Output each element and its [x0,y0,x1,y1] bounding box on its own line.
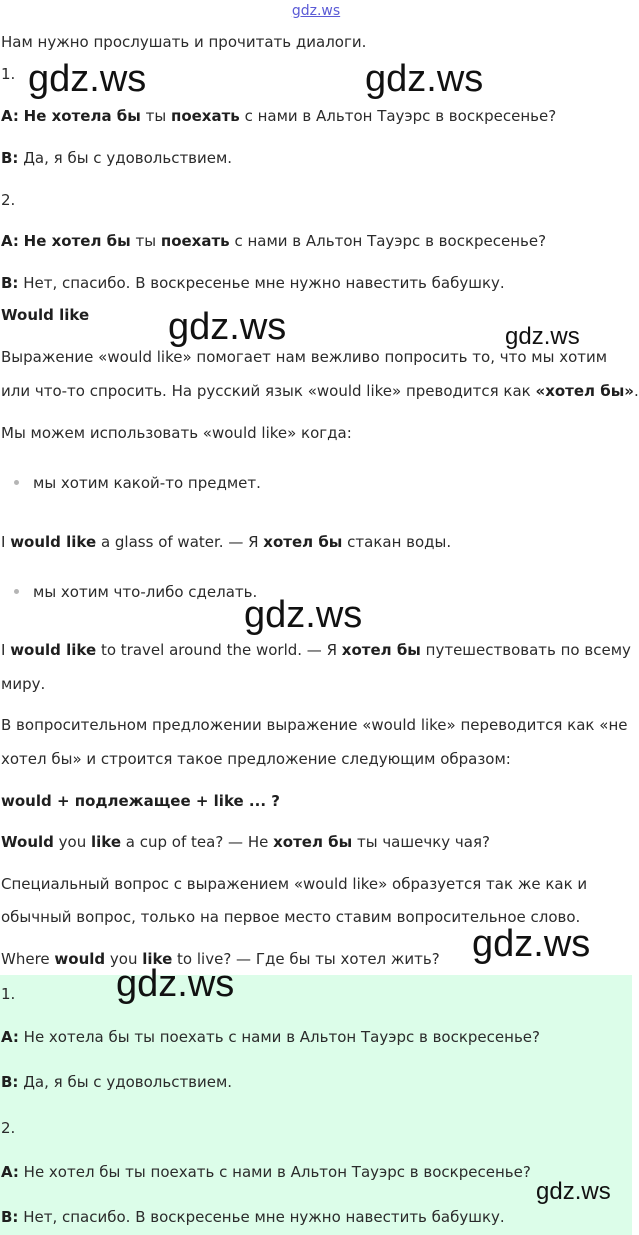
example-sentence [1,532,451,552]
text-span: с нами в Альтон Тауэрс в воскресенье? [239,107,557,125]
watermark: gdz.ws [244,594,363,636]
site-link[interactable]: gdz.ws [291,3,341,19]
paragraph-line: Мы можем использовать «would like» когда: [1,424,352,442]
dialogue-line-b [1,273,505,293]
formula [1,791,280,811]
bold-phrase: would like [10,641,97,659]
bold-phrase: would [54,950,106,968]
text-span: a glass of water. — Я [96,533,264,551]
paragraph-line: В вопросительном предложении выражение «would like» переводится как «не [1,716,628,734]
bullet-item: мы хотим какой-то предмет. [33,474,261,492]
speaker-label: A: [1,1163,19,1181]
bold-phrase: поехать [160,232,230,250]
text-span: путешествовать по всему [420,641,631,659]
formula-text: would + подлежащее + like ... ? [1,792,280,810]
text-span: Where [1,950,55,968]
speaker-label: A: [1,1028,19,1046]
speaker-label: A: [1,232,19,250]
text-span: you [105,950,143,968]
bold-phrase: Не хотела бы [23,107,141,125]
bullet-item: мы хотим что-либо сделать. [33,583,258,601]
watermark: gdz.ws [116,963,235,1005]
answer-line-b [1,1207,505,1227]
text-span: Да, я бы с удовольствием. [18,149,233,167]
watermark: gdz.ws [536,1178,611,1205]
bold-phrase: Не хотел бы [23,232,131,250]
watermark: gdz.ws [365,58,484,100]
bold-phrase: хотел бы [341,641,421,659]
speaker-label: B: [1,149,19,167]
bold-phrase: would like [10,533,97,551]
text-span: . [634,382,639,400]
text-span: Да, я бы с удовольствием. [18,1073,233,1091]
intro-text: Нам нужно прослушать и прочитать диалоги. [1,33,367,51]
paragraph-line: хотел бы» и строится такое предложение следующим образом: [1,750,511,768]
text-span: ты чашечку чая? [352,833,490,851]
text-span: Нет, спасибо. В воскресенье мне нужно навестить бабушку. [18,1208,505,1226]
answer-line-b [1,1072,232,1092]
text-span: ты [130,232,161,250]
bullet-dot [14,589,19,594]
dialogue-line-b [1,148,232,168]
paragraph-line: обычный вопрос, только на первое место ставим вопросительное слово. [1,908,581,926]
bold-phrase: like [142,950,173,968]
example-sentence [1,832,490,852]
paragraph-line [1,381,639,401]
text-span: to travel around the world. — Я [96,641,342,659]
watermark: gdz.ws [472,923,591,965]
watermark: gdz.ws [505,323,580,350]
speaker-label: B: [1,1208,19,1226]
text-span: стакан воды. [342,533,452,551]
watermark: gdz.ws [168,306,287,348]
dialogue-number: 2. [1,191,16,209]
dialogue-line-a [1,231,546,251]
text-span: Не хотел бы ты поехать с нами в Альтон Тауэрс в воскресенье? [18,1163,531,1181]
bold-phrase: хотел бы [263,533,343,551]
section-heading [1,305,89,325]
text-span: you [53,833,91,851]
speaker-label: A: [1,107,19,125]
bold-phrase: like [90,833,122,851]
dialogue-number: 1. [1,985,16,1003]
answer-line-a [1,1027,540,1047]
text-span: или что-то спросить. На русский язык «would like» преводится как [1,382,536,400]
bold-phrase: хотел бы [273,833,353,851]
dialogue-number: 2. [1,1119,16,1137]
text-span: I [1,533,11,551]
bold-phrase: поехать [170,107,240,125]
text-span: a cup of tea? — Не [121,833,274,851]
paragraph-line: Специальный вопрос с выражением «would like» образуется так же как и [1,875,588,893]
text-span: I [1,641,11,659]
bold-phrase: Would [1,833,54,851]
text-span: ты [140,107,171,125]
dialogue-line-a [1,106,556,126]
heading-text: Would like [1,306,90,324]
text-span: Не хотела бы ты поехать с нами в Альтон Тауэрс в воскресенье? [18,1028,540,1046]
speaker-label: B: [1,1073,19,1091]
example-sentence [1,640,631,660]
watermark: gdz.ws [28,58,147,100]
dialogue-number: 1. [1,65,16,83]
text-span: с нами в Альтон Тауэрс в воскресенье? [229,232,547,250]
bold-phrase: «хотел бы» [535,382,634,400]
text-span: Нет, спасибо. В воскресенье мне нужно навестить бабушку. [18,274,505,292]
speaker-label: B: [1,274,19,292]
answer-line-a [1,1162,531,1182]
bullet-dot [14,480,19,485]
example-continuation: миру. [1,675,46,693]
paragraph-line: Выражение «would like» помогает нам вежливо попросить то, что мы хотим [1,348,608,366]
text-span: to live? — Где бы ты хотел жить? [172,950,440,968]
